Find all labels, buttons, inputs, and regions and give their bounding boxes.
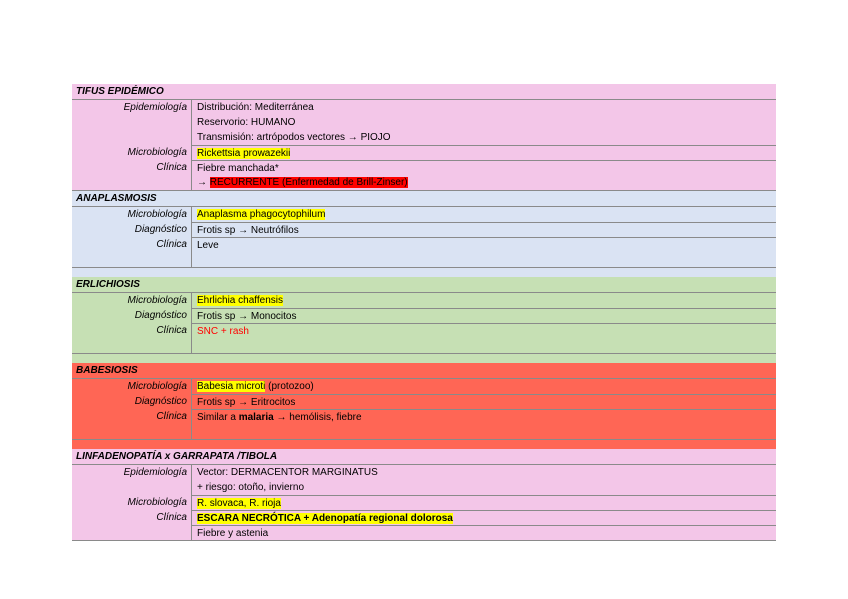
diagnostico-value: Frotis sp → Monocitos bbox=[191, 308, 776, 323]
section-anaplasmosis bbox=[72, 191, 776, 277]
section-tifus-epidemico bbox=[72, 84, 776, 191]
row-label-microbiologia: Microbiología bbox=[127, 497, 187, 508]
microbiologia-value: Anaplasma phagocytophilum bbox=[197, 209, 326, 220]
section-title: ANAPLASMOSIS bbox=[72, 191, 776, 207]
section-title: TIFUS EPIDÉMICO bbox=[72, 84, 776, 100]
clinica-text-c: → hemólisis, fiebre bbox=[273, 412, 362, 423]
diagnostico-value: Frotis sp → Eritrocitos bbox=[191, 394, 776, 409]
clinica-escara: ESCARA NECRÓTICA + Adenopatía regional dolorosa bbox=[197, 513, 453, 524]
microbiologia-value: Rickettsia prowazekii bbox=[197, 148, 291, 159]
section-title: LINFADENOPATÍA x GARRAPATA /TIBOLA bbox=[72, 449, 776, 465]
row-label-clinica: Clínica bbox=[156, 325, 187, 336]
arrow-text: → bbox=[197, 177, 210, 188]
microbiologia-value: Ehrlichia chaffensis bbox=[197, 295, 283, 306]
microbiologia-value: R. slovaca, R. rioja bbox=[197, 498, 281, 509]
clinica-value: SNC + rash bbox=[191, 323, 776, 338]
microbiologia-note: (protozoo) bbox=[265, 381, 314, 392]
clinica-recurrente: RECURRENTE (Enfermedad de Brill-Zinser) bbox=[209, 177, 408, 188]
section-title: BABESIOSIS bbox=[72, 363, 776, 379]
row-label-diagnostico: Diagnóstico bbox=[134, 310, 187, 321]
epidemiologia-reservorio: Reservorio: HUMANO bbox=[191, 115, 776, 130]
row-label-clinica: Clínica bbox=[156, 162, 187, 173]
microbiologia-value: Babesia microti bbox=[197, 381, 266, 392]
row-label-clinica: Clínica bbox=[156, 239, 187, 250]
clinica-fiebre: Fiebre manchada* bbox=[191, 160, 776, 175]
row-label-clinica: Clínica bbox=[156, 512, 187, 523]
row-label-epidemiologia: Epidemiología bbox=[123, 102, 187, 113]
clinica-value: Leve bbox=[191, 237, 776, 252]
section-babesiosis bbox=[72, 363, 776, 449]
diagnostico-value: Frotis sp → Neutrófilos bbox=[191, 222, 776, 237]
row-label-clinica: Clínica bbox=[156, 411, 187, 422]
epidemiologia-riesgo: + riesgo: otoño, invierno bbox=[191, 480, 776, 495]
row-label-epidemiologia: Epidemiología bbox=[123, 467, 187, 478]
clinica-malaria: malaria bbox=[238, 412, 274, 423]
row-label-microbiologia: Microbiología bbox=[127, 381, 187, 392]
epidemiologia-transmision: Transmisión: artrópodos vectores → PIOJO bbox=[191, 130, 776, 145]
section-title: ERLICHIOSIS bbox=[72, 277, 776, 293]
summary-table bbox=[72, 84, 776, 541]
row-label-microbiologia: Microbiología bbox=[127, 209, 187, 220]
epidemiologia-distribucion: Distribución: Mediterránea bbox=[191, 100, 776, 115]
clinica-text-a: Similar a bbox=[197, 412, 239, 423]
row-label-diagnostico: Diagnóstico bbox=[134, 396, 187, 407]
section-erlichiosis bbox=[72, 277, 776, 363]
epidemiologia-vector: Vector: DERMACENTOR MARGINATUS bbox=[191, 465, 776, 480]
row-label-microbiologia: Microbiología bbox=[127, 147, 187, 158]
clinica-fiebre-astenia: Fiebre y astenia bbox=[191, 525, 776, 540]
row-label-diagnostico: Diagnóstico bbox=[134, 224, 187, 235]
section-linfadenopatia bbox=[72, 449, 776, 541]
row-label-microbiologia: Microbiología bbox=[127, 295, 187, 306]
